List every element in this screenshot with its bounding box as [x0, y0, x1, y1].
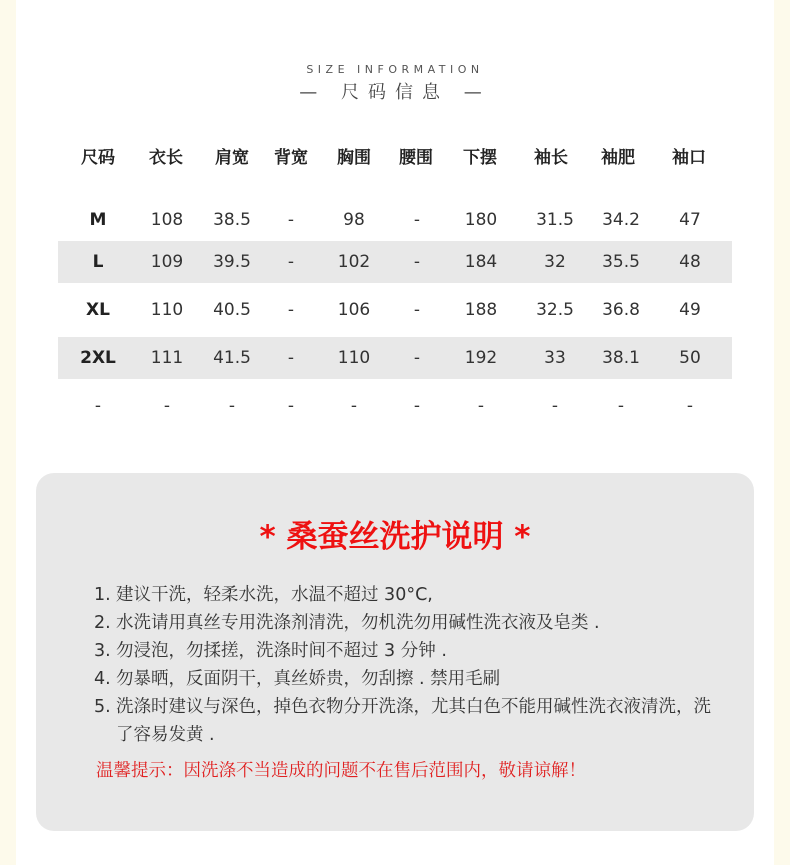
list-item-number: 2.	[94, 613, 111, 633]
warm-reminder-note: 温馨提示：因洗涤不当造成的问题不在售后范围内，敬请谅解！	[96, 761, 586, 781]
table-cell: 32.5	[536, 300, 574, 320]
table-cell: 40.5	[213, 300, 251, 320]
table-cell: 50	[679, 348, 701, 368]
size-table	[58, 130, 732, 427]
table-cell: 111	[150, 348, 184, 368]
care-instructions-card	[36, 473, 754, 831]
care-title: * 桑蚕丝洗护说明 *	[259, 519, 531, 555]
table-row	[58, 337, 732, 379]
table-cell: -	[413, 252, 421, 272]
table-cell: -	[413, 348, 421, 368]
table-cell: 110	[150, 300, 184, 320]
table-cell: 48	[679, 252, 701, 272]
table-cell: -	[287, 396, 295, 416]
table-cell: -	[617, 396, 625, 416]
table-cell: L	[92, 252, 104, 272]
list-item	[94, 637, 714, 665]
size-table-header	[58, 130, 732, 180]
table-cell: 109	[150, 252, 184, 272]
care-list	[94, 581, 714, 749]
column-header: 袖肥	[601, 147, 635, 168]
table-cell: 34.2	[602, 210, 640, 230]
table-cell: -	[163, 396, 171, 416]
column-header: 尺码	[81, 147, 115, 168]
table-cell: 2XL	[80, 348, 116, 368]
column-header: 袖口	[672, 147, 706, 168]
table-cell: 192	[464, 348, 498, 368]
table-cell: 49	[679, 300, 701, 320]
header-english: SIZE INFORMATION	[306, 63, 484, 76]
table-cell: 102	[337, 252, 371, 272]
table-cell: 38.1	[602, 348, 640, 368]
list-item	[94, 581, 714, 609]
table-cell: -	[551, 396, 559, 416]
list-item-text: 洗涤时建议与深色，掉色衣物分开洗涤，尤其白色不能用碱性洗衣液清洗，洗了容易发黄 .	[116, 697, 711, 745]
table-cell: -	[350, 396, 358, 416]
list-item-number: 5.	[94, 697, 111, 717]
list-item-number: 1.	[94, 585, 111, 605]
table-cell: 35.5	[602, 252, 640, 272]
column-header: 袖长	[534, 147, 568, 168]
table-cell: 98	[343, 210, 365, 230]
table-cell: 106	[337, 300, 371, 320]
table-cell: 184	[464, 252, 498, 272]
table-cell: 108	[150, 210, 184, 230]
list-item-text: 水洗请用真丝专用洗涤剂清洗，勿机洗勿用碱性洗衣液及皂类 .	[116, 613, 600, 633]
table-cell: -	[287, 252, 295, 272]
list-item-text: 建议干洗，轻柔水洗，水温不超过 30°C,	[116, 585, 433, 605]
table-cell: 38.5	[213, 210, 251, 230]
table-cell: -	[413, 210, 421, 230]
table-cell: 188	[464, 300, 498, 320]
table-cell: 180	[464, 210, 498, 230]
table-cell: -	[477, 396, 485, 416]
list-item-text: 勿浸泡，勿揉搓，洗涤时间不超过 3 分钟 .	[116, 641, 447, 661]
column-header: 胸围	[337, 147, 371, 168]
column-header: 衣长	[149, 147, 183, 168]
table-cell: 36.8	[602, 300, 640, 320]
table-cell: -	[413, 300, 421, 320]
column-header: 背宽	[274, 147, 308, 168]
table-row	[58, 241, 732, 283]
table-row	[58, 289, 732, 331]
list-item	[94, 693, 714, 749]
table-cell: 47	[679, 210, 701, 230]
table-cell: 41.5	[213, 348, 251, 368]
list-item	[94, 665, 714, 693]
table-cell: -	[94, 396, 102, 416]
table-cell: 33	[544, 348, 566, 368]
table-cell: 31.5	[536, 210, 574, 230]
header-chinese: — 尺码信息 —	[299, 82, 491, 103]
table-cell: -	[686, 396, 694, 416]
table-cell: XL	[86, 300, 110, 320]
table-cell: 110	[337, 348, 371, 368]
table-cell: M	[89, 210, 107, 230]
table-cell: -	[228, 396, 236, 416]
table-cell: -	[287, 300, 295, 320]
column-header: 下摆	[463, 147, 497, 168]
table-cell: -	[413, 396, 421, 416]
table-cell: 32	[544, 252, 566, 272]
product-detail-page	[16, 0, 774, 865]
table-row	[58, 199, 732, 241]
list-item	[94, 609, 714, 637]
table-cell: 39.5	[213, 252, 251, 272]
list-item-text: 勿暴晒，反面阴干，真丝娇贵，勿刮擦 . 禁用毛刷	[116, 669, 501, 689]
list-item-number: 4.	[94, 669, 111, 689]
column-header: 肩宽	[215, 147, 249, 168]
table-cell: -	[287, 210, 295, 230]
list-item-number: 3.	[94, 641, 111, 661]
table-row	[58, 385, 732, 427]
column-header: 腰围	[399, 147, 433, 168]
size-info-header	[16, 62, 774, 106]
table-cell: -	[287, 348, 295, 368]
